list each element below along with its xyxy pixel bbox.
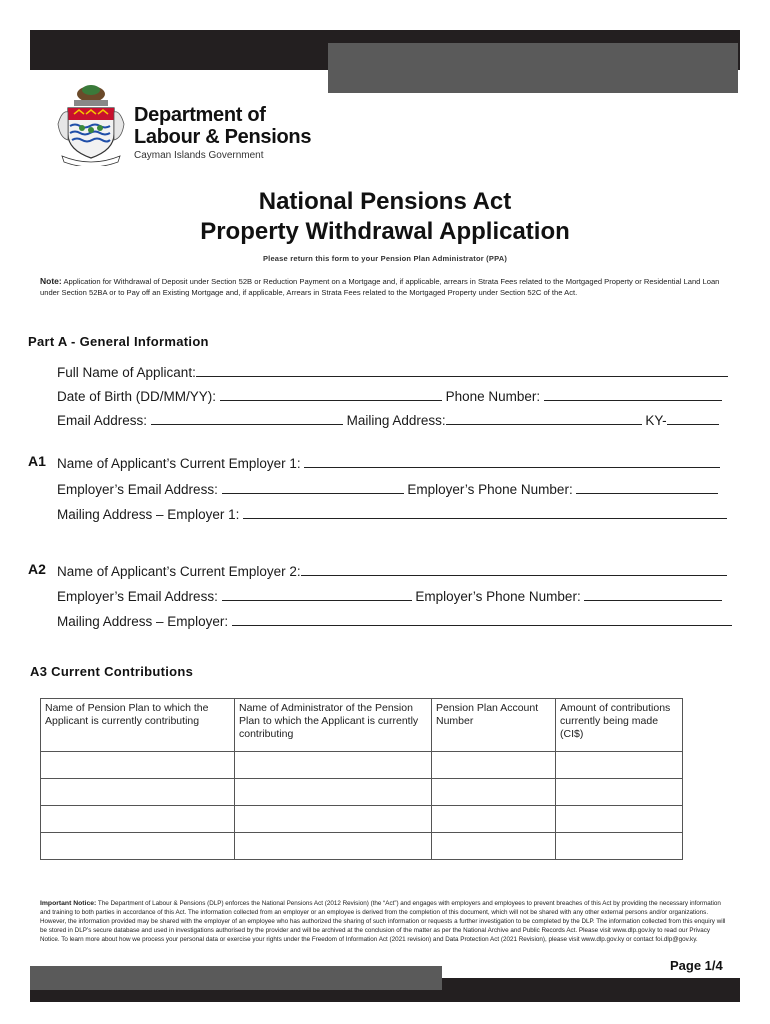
note-label: Note: — [40, 276, 62, 286]
col-account-number: Pension Plan Account Number — [432, 699, 556, 752]
dob-input[interactable] — [220, 388, 442, 401]
a2-emp-phone-input[interactable] — [584, 588, 722, 601]
table-cell[interactable] — [432, 806, 556, 833]
table-row — [41, 806, 683, 833]
ky-label: KY- — [645, 413, 667, 428]
a2-label: A2 — [28, 561, 46, 577]
a2-emp-email-input[interactable] — [222, 588, 412, 601]
a2-emp-email-label: Employer’s Email Address: — [57, 589, 218, 604]
page-number: Page 1/4 — [670, 958, 723, 973]
a1-mailing-row — [57, 506, 727, 523]
footer-gray-block — [30, 966, 442, 990]
a2-emp-mailing-input[interactable] — [232, 613, 732, 626]
important-notice-label: Important Notice: — [40, 900, 97, 907]
table-cell[interactable] — [235, 779, 432, 806]
full-name-row — [57, 364, 728, 381]
a1-employer-row — [57, 455, 720, 472]
table-cell[interactable] — [41, 752, 235, 779]
table-cell[interactable] — [235, 752, 432, 779]
table-row — [41, 779, 683, 806]
col-pension-plan-name: Name of Pension Plan to which the Applicant is currently contributing — [41, 699, 235, 752]
contributions-table — [40, 698, 683, 860]
org-name-line2: Labour & Pensions — [134, 126, 312, 148]
a2-employer-row — [57, 563, 727, 580]
note-paragraph — [40, 276, 730, 298]
note-text: Application for Withdrawal of Deposit under Section 52B or Reduction Payment on a Mortgage and, if applicable, arrears in Strata Fees related to the Mortgaged Property or Residential Land Loan under Section 52BA or to Pay off an Existing Mortgage and, if applicable, Arrears in Strata Fees related to the Mortgaged Property under Section 52C of the Act. — [40, 277, 720, 297]
table-cell[interactable] — [41, 833, 235, 860]
a1-emp-email-label: Employer’s Email Address: — [57, 482, 218, 497]
table-row — [41, 833, 683, 860]
dob-label: Date of Birth (DD/MM/YY): — [57, 389, 217, 404]
table-cell[interactable] — [235, 806, 432, 833]
a1-label: A1 — [28, 453, 46, 469]
a1-email-phone-row — [57, 481, 718, 498]
table-row — [41, 752, 683, 779]
a2-employer-label: Name of Applicant’s Current Employer 2: — [57, 564, 301, 579]
return-instruction: Please return this form to your Pension Plan Administrator (PPA) — [262, 254, 508, 263]
a1-emp-mailing-input[interactable] — [243, 506, 727, 519]
table-cell[interactable] — [41, 806, 235, 833]
important-notice — [40, 899, 730, 944]
a1-employer-label: Name of Applicant’s Current Employer 1: — [57, 456, 301, 471]
org-name-line1: Department of — [134, 104, 266, 126]
a1-emp-phone-label: Employer’s Phone Number: — [407, 482, 573, 497]
full-name-label: Full Name of Applicant: — [57, 365, 196, 380]
a2-emp-mailing-label: Mailing Address – Employer: — [57, 614, 229, 629]
a2-email-phone-row — [57, 588, 722, 605]
table-cell[interactable] — [432, 779, 556, 806]
mailing-input[interactable] — [446, 412, 642, 425]
form-title-line1: National Pensions Act — [258, 188, 512, 215]
a2-emp-phone-label: Employer’s Phone Number: — [415, 589, 581, 604]
form-title-line2: Property Withdrawal Application — [200, 218, 570, 245]
table-cell[interactable] — [432, 752, 556, 779]
email-input[interactable] — [151, 412, 343, 425]
table-cell[interactable] — [235, 833, 432, 860]
table-cell[interactable] — [556, 833, 683, 860]
col-contribution-amount: Amount of contributions currently being made (CI$) — [556, 699, 683, 752]
org-subtitle: Cayman Islands Government — [134, 150, 264, 161]
mailing-label: Mailing Address: — [346, 413, 446, 428]
a1-emp-email-input[interactable] — [222, 481, 404, 494]
table-cell[interactable] — [432, 833, 556, 860]
coat-of-arms-logo — [52, 80, 130, 166]
full-name-input[interactable] — [196, 364, 728, 377]
dob-phone-row — [57, 388, 722, 405]
phone-label: Phone Number: — [445, 389, 541, 404]
table-cell[interactable] — [556, 806, 683, 833]
header-gray-block — [328, 43, 738, 93]
important-notice-text: The Department of Labour & Pensions (DLP) enforces the National Pensions Act (2012 Revision) (the “Act”) and engages with employers and employees to prevent breaches of this Act by providing the necessary information and training to both parties in accordance of this Act. The information collected from an employer or an employee is derived from the completion of this document, which will not be shared with any other external persons and/or organizations. However, the information provided may be shared with the employer of an employee who has authorized the sharing of such information or requests a further investigation to be completed by the DLP. The information collected from this enquiry will be stored in DLP’s secure database and used in investigations authorised by the provider and will be archived at the conclusion of the matter as per the National Archive and Public Records Act. Please visit www.dlp.gov.ky to read our Privacy Notice. To learn more about how we process your personal data or exercise your rights under the Freedom of Information Act (2021 revision) and Data Protection Act (2021 Revision), please visit www.dlp.gov.ky or contact foi.dlp@gov.ky. — [40, 900, 726, 943]
phone-input[interactable] — [544, 388, 722, 401]
col-administrator-name: Name of Administrator of the Pension Plan to which the Applicant is currently contributing — [235, 699, 432, 752]
a3-heading: A3 Current Contributions — [30, 664, 194, 679]
a1-employer-input[interactable] — [304, 455, 720, 468]
part-a-heading: Part A - General Information — [28, 334, 209, 349]
email-mailing-row — [57, 412, 719, 429]
email-label: Email Address: — [57, 413, 148, 428]
a2-employer-input[interactable] — [301, 563, 727, 576]
a1-emp-phone-input[interactable] — [576, 481, 718, 494]
table-cell[interactable] — [556, 779, 683, 806]
ky-input[interactable] — [667, 412, 719, 425]
a2-mailing-row — [57, 613, 732, 630]
table-cell[interactable] — [41, 779, 235, 806]
table-cell[interactable] — [556, 752, 683, 779]
table-header-row — [41, 699, 683, 752]
a1-emp-mailing-label: Mailing Address – Employer 1: — [57, 507, 240, 522]
